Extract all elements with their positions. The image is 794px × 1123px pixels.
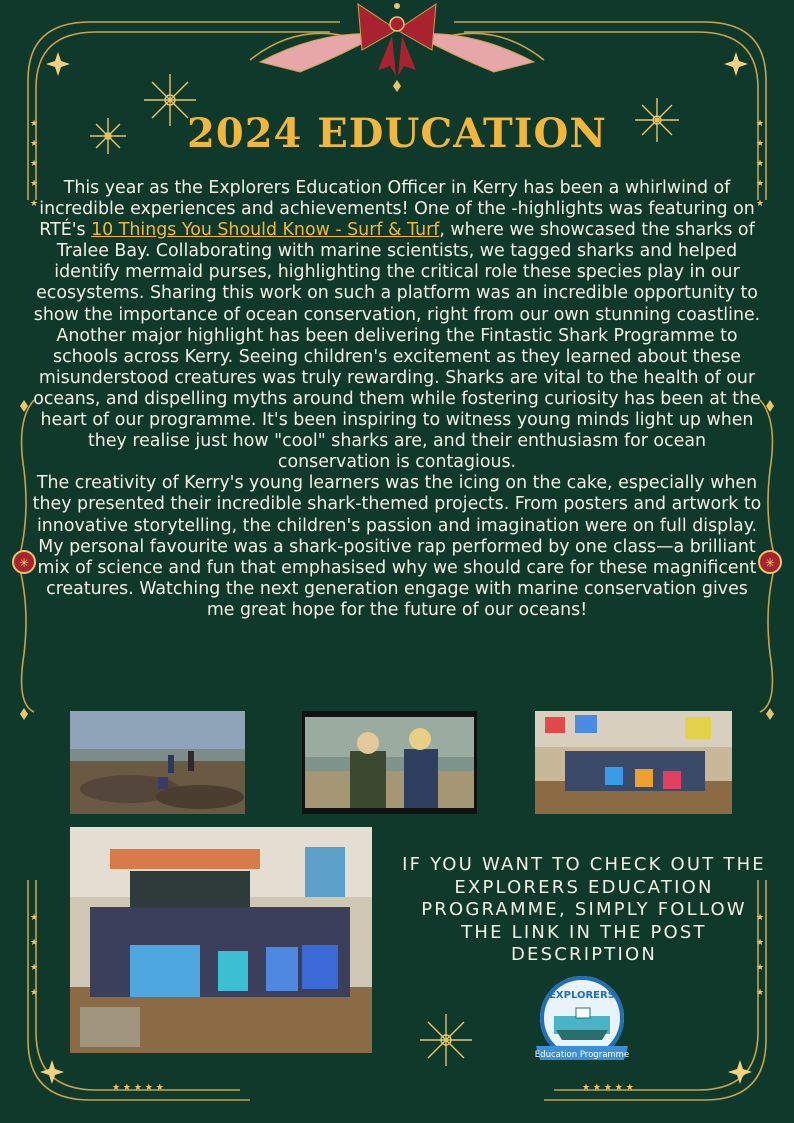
article-body [30,178,764,621]
photo-icon [70,827,372,1053]
photo-class-posters [535,711,732,814]
svg-text:★: ★ [756,159,765,169]
svg-text:★: ★ [30,913,39,923]
paragraph-rte-rest: , where we showcased the sharks of Tralee Bay. Collaborating with marine scientists, we tagged sharks and helped identify mermaid purses, highlighting the critical role these species play in our ecosystems. Sharing this work on such a platform was an incredible opportunity to show the importance of ocean conservation, right from our own stunning coastline. [33,220,761,325]
paragraph-creativity: The creativity of Kerry's young learners was the icing on the cake, especially when they presented their incredible shark-themed projects. From posters and artwork to innovative storytelling, the children's passion and imagination were on full display. My personal favourite was a shark-positive rap performed by one class—a brilliant mix of science and fun that emphasised why we should care for these magnificent creatures. Watching the next generation engage with marine conservation gives me great hope for the future of our oceans! [32,473,762,620]
photo-class-group [70,827,372,1053]
svg-text:★: ★ [756,119,765,129]
paragraph-fintastic: Another major highlight has been delivering the Fintastic Shark Programme to schools across Kerry. Seeing children's excitement as they learned about these misunderstood creatures was truly rewarding. Sharks are vital to the health of our oceans, and dispelling myths around them while fostering curiosity has been at the heart of our programme. It's been inspiring to witness young minds light up when they realise just how "cool" sharks are, and their enthusiasm for ocean conservation is contagious. [33,325,761,473]
svg-text:★: ★ [756,988,765,998]
svg-text:★: ★ [30,159,39,169]
svg-text:★ ★ ★ ★ ★: ★ ★ ★ ★ ★ [112,1083,164,1093]
svg-text:★: ★ [30,963,39,973]
cta-text: IF YOU WANT TO CHECK OUT THE EXPLORERS EDUCATION PROGRAMME, SIMPLY FOLLOW THE LINK IN THE POST DESCRIPTION [402,854,766,965]
svg-text:★: ★ [30,179,39,189]
photo-icon [535,711,732,814]
photo-icon [302,711,477,814]
bow-ribbon [260,3,534,92]
svg-text:★: ★ [30,119,39,129]
svg-text:★: ★ [30,938,39,948]
svg-text:★: ★ [30,139,39,149]
page-title: 2024 EDUCATION [187,110,607,157]
rte-episode-link[interactable]: 10 Things You Should Know - Surf & Turf [91,220,440,241]
svg-text:✳: ✳ [764,556,776,570]
svg-text:★ ★ ★ ★ ★: ★ ★ ★ ★ ★ [582,1083,634,1093]
svg-text:★: ★ [756,179,765,189]
paragraph-rte [30,178,764,326]
svg-text:✳: ✳ [18,556,30,570]
explorers-logo [532,974,632,1066]
svg-text:★: ★ [756,139,765,149]
photo-icon [70,711,245,814]
logo-top-text: EXPLORERS [549,990,615,1001]
logo-ribbon-text: Education Programme [534,1050,630,1060]
svg-text:★: ★ [30,988,39,998]
svg-text:★: ★ [756,963,765,973]
svg-text:★: ★ [756,913,765,923]
svg-text:★: ★ [756,938,765,948]
svg-text:★: ★ [756,199,765,209]
photo-shore-sharks [70,711,245,814]
svg-text:★: ★ [30,199,39,209]
photo-rte-interview [302,711,477,814]
paragraph-rte-intro: This year as the Explorers Education Officer in Kerry has been a whirlwind of incredible experiences and achievements! One of the -highlights was featuring on RTÉ's [39,178,755,241]
